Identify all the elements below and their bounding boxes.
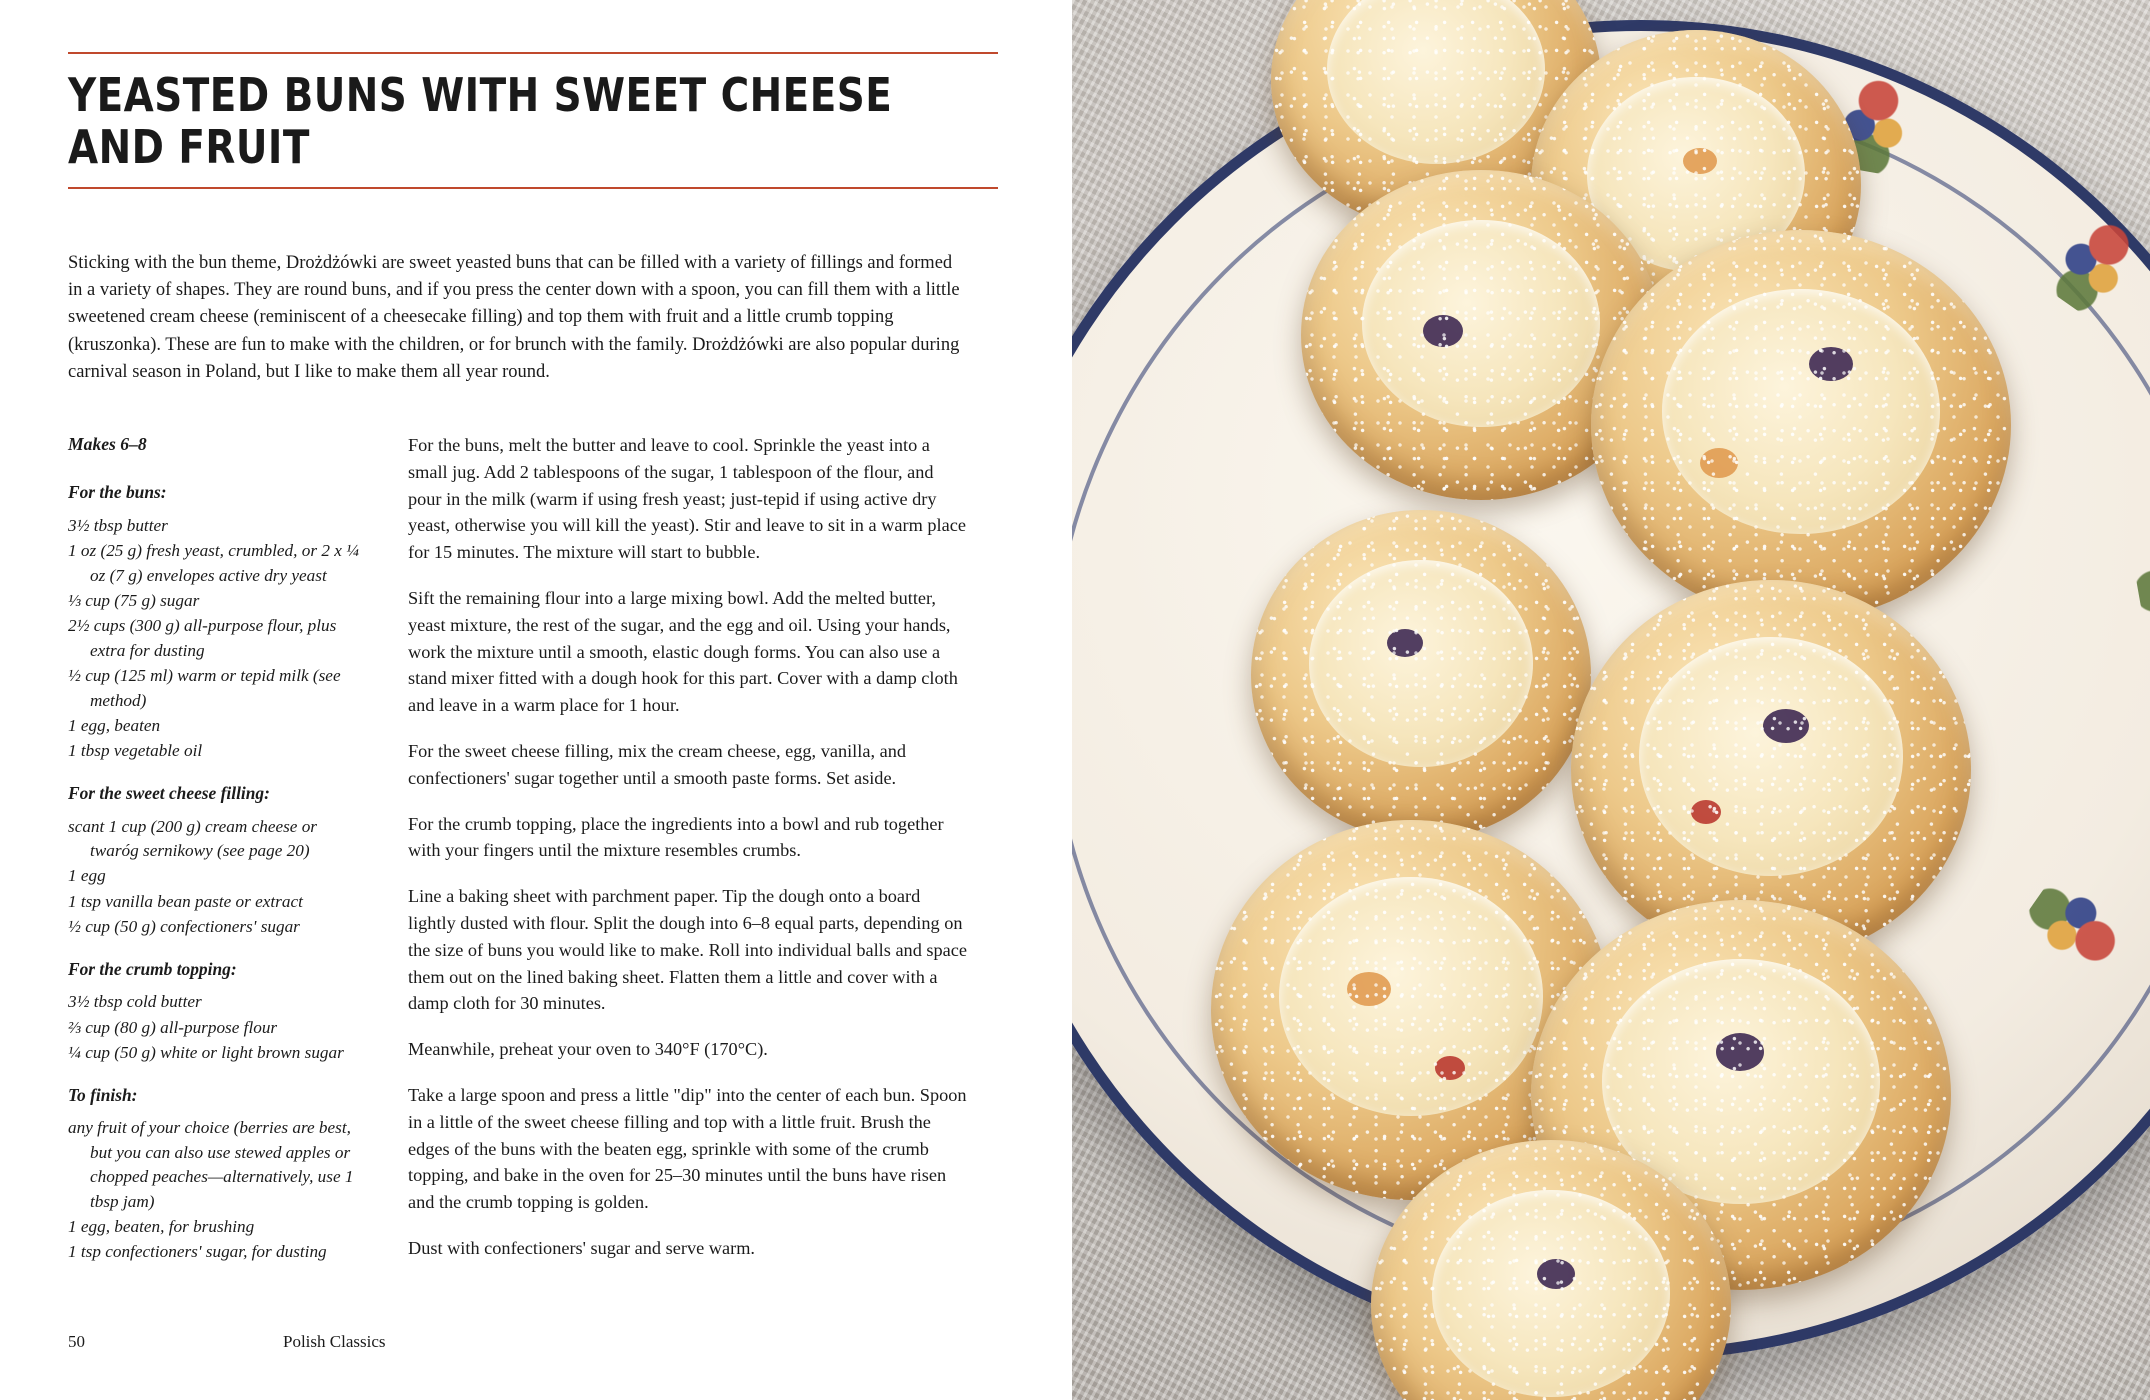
ingredient-item: 1 tbsp vegetable oil <box>68 741 203 761</box>
ingredient-item: 1 tsp confectioners' sugar, for dusting <box>68 1242 327 1262</box>
title-block <box>68 52 998 189</box>
running-head: Polish Classics <box>283 1332 386 1351</box>
bun <box>1591 230 2011 620</box>
ingredient-group <box>68 1083 368 1265</box>
ingredient-item: scant 1 cup (200 g) cream cheese or twaróg sernikowy (see page 20) <box>68 816 317 861</box>
method-step: For the sweet cheese filling, mix the cream cheese, egg, vanilla, and confectioners' sugar together until a smooth paste forms. Set aside. <box>408 740 906 788</box>
method-step: Dust with confectioners' sugar and serve warm. <box>408 1237 755 1258</box>
ingredient-group <box>68 781 368 940</box>
ingredient-item: 1 tsp vanilla bean paste or extract <box>68 891 303 911</box>
method-step: For the buns, melt the butter and leave to cool. Sprinkle the yeast into a small jug. Add 2 tablespoons of the sugar, 1 tablespoon of the flour, and pour in the milk (warm if using fresh yeast; just-tepid if using active dry yeast, otherwise you will kill the yeast). Stir and leave to sit in a warm place for 15 minutes. The mixture will start to bubble. <box>408 435 966 563</box>
ingredient-item: 2½ cups (300 g) all-purpose flour, plus extra for dusting <box>68 616 337 660</box>
ingredient-item: any fruit of your choice (berries are best, but you can also use stewed apples or chopped peaches—alternatively, use 1 tbsp jam) <box>68 1118 354 1211</box>
recipe-columns <box>68 432 998 1266</box>
recipe-intro: Sticking with the bun theme, Drożdżówki are sweet yeasted buns that can be filled with a variety of fillings and formed in a variety of shapes. They are round buns, and if you press the center down with a spoon, you can fill them with a little sweetened cream cheese (reminiscent of a cheesecake filling) and top them with fruit and a little crumb topping (kruszonka). These are fun to make with the children, or for brunch with the family. Drożdżówki are also popular during carnival season in Poland, but I like to make them all year round. <box>68 253 960 382</box>
ingredient-item: ⅔ cup (80 g) all-purpose flour <box>68 1017 278 1037</box>
recipe-yield: Makes 6–8 <box>68 434 147 454</box>
title-rule-bottom <box>68 187 998 189</box>
method-step: Take a large spoon and press a little "dip" into the center of each bun. Spoon in a little of the sweet cheese filling and top with a little fruit. Brush the edges of the buns with the beaten egg, sprinkle with some of the crumb topping, and bake in the oven for 25–30 minutes until the buns have risen and the crumb topping is golden. <box>408 1084 967 1213</box>
recipe-photo <box>1072 0 2150 1400</box>
page-number: 50 <box>68 1332 85 1351</box>
ingredient-item: 1 egg, beaten <box>68 716 161 736</box>
method-step: Meanwhile, preheat your oven to 340°F (170°C). <box>408 1039 768 1060</box>
ingredient-group <box>68 480 368 764</box>
sugar-dusting <box>1251 510 1591 840</box>
ingredients-column <box>68 432 368 1266</box>
ingredient-item: ½ cup (125 ml) warm or tepid milk (see method) <box>68 666 341 710</box>
ingredient-group-heading: For the buns: <box>68 481 167 502</box>
ingredient-item: ⅓ cup (75 g) sugar <box>68 590 200 610</box>
method-step: For the crumb topping, place the ingredients into a bowl and rub together with your fingers until the mixture resembles crumbs. <box>408 813 944 861</box>
page-footer <box>68 1332 998 1352</box>
method-step: Line a baking sheet with parchment paper. Tip the dough onto a board lightly dusted with flour. Split the dough into 6–8 equal parts, depending on the size of buns you would like to make. Roll into individual balls and space them out on the lined baking sheet. Flatten them a little and cover with a damp cloth for 30 minutes. <box>408 886 968 1014</box>
ingredient-item: 1 oz (25 g) fresh yeast, crumbled, or 2 x ¼ oz (7 g) envelopes active dry yeast <box>68 541 360 585</box>
ingredient-item: 1 egg <box>68 866 106 886</box>
ingredient-item: ¼ cup (50 g) white or light brown sugar <box>68 1043 344 1063</box>
ingredient-group <box>68 957 368 1066</box>
ingredient-group-heading: For the crumb topping: <box>68 958 237 979</box>
page-title: YEASTED BUNS WITH SWEET CHEESE AND FRUIT <box>68 68 893 174</box>
ingredient-group-heading: To finish: <box>68 1084 138 1105</box>
method-step: Sift the remaining flour into a large mixing bowl. Add the melted butter, yeast mixture, the rest of the sugar, and the egg and oil. Using your hands, work the mixture until a smooth, elastic dough forms. You can also use a stand mixer fitted with a dough hook for this part. Cover with a damp cloth and leave in a warm place for 1 hour. <box>408 587 958 716</box>
ingredient-item: ½ cup (50 g) confectioners' sugar <box>68 917 300 937</box>
ingredient-item: 1 egg, beaten, for brushing <box>68 1217 255 1237</box>
recipe-text-page <box>0 0 1072 1400</box>
ingredient-group-heading: For the sweet cheese filling: <box>68 782 270 803</box>
ingredient-item: 3½ tbsp cold butter <box>68 992 202 1012</box>
bun <box>1251 510 1591 840</box>
title-rule-top <box>68 52 998 54</box>
method-column <box>408 432 968 1266</box>
sugar-dusting <box>1591 230 2011 620</box>
ingredient-item: 3½ tbsp butter <box>68 515 168 535</box>
serving-plate <box>1072 20 2150 1360</box>
